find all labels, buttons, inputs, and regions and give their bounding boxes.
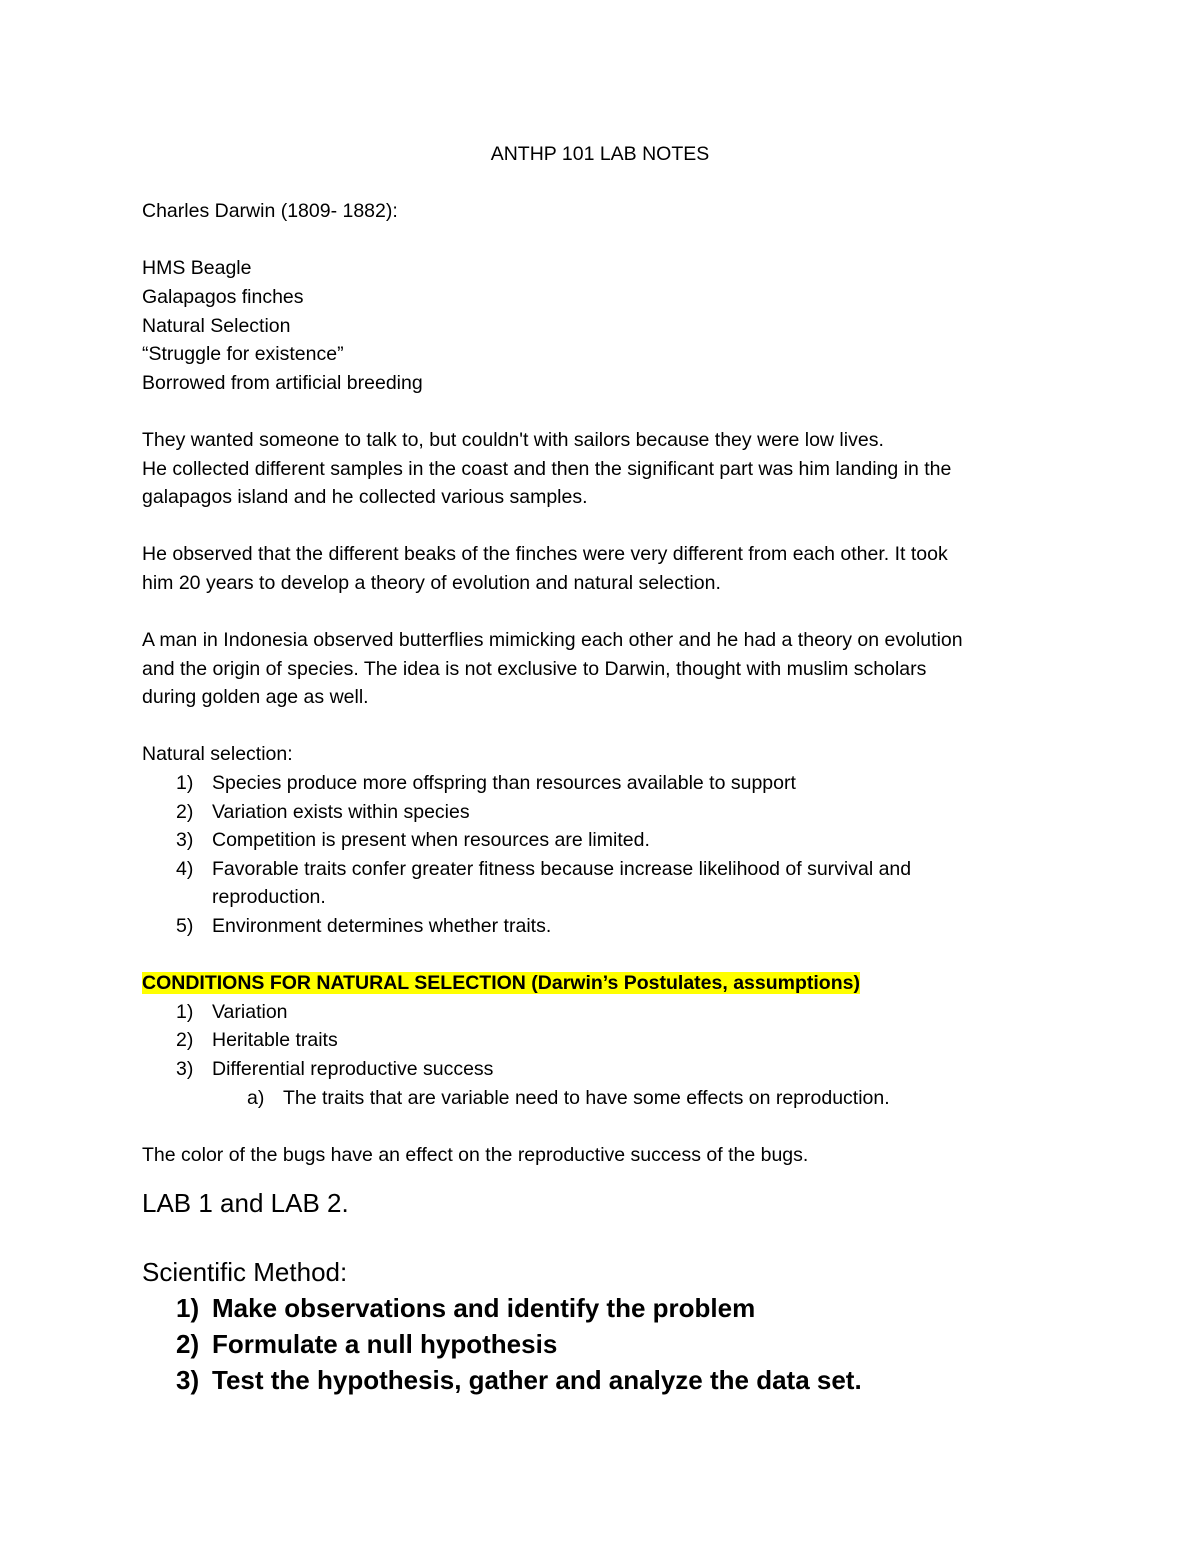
list-number: 2) bbox=[176, 1029, 194, 1052]
list-number: 3) bbox=[176, 829, 194, 852]
lab-heading: LAB 1 and LAB 2. bbox=[142, 1188, 349, 1219]
list-item bbox=[142, 826, 1062, 855]
document-body bbox=[142, 140, 1062, 1398]
list-item bbox=[142, 855, 1062, 912]
conditions-heading bbox=[142, 969, 1062, 998]
list-item bbox=[142, 1290, 1062, 1326]
paragraph-line: galapagos island and he collected various samples. bbox=[142, 486, 588, 509]
paragraph-line: They wanted someone to talk to, but couldn't with sailors because they were low lives. bbox=[142, 428, 884, 451]
darwin-item: Natural Selection bbox=[142, 314, 291, 337]
sub-list-item bbox=[142, 1084, 1062, 1113]
list-text: Differential reproductive success bbox=[212, 1058, 494, 1080]
conditions-sublist bbox=[142, 1084, 1062, 1113]
paragraph-line: A man in Indonesia observed butterflies mimicking each other and he had a theory on evolution bbox=[142, 629, 963, 652]
list-item bbox=[142, 1326, 1062, 1362]
list-text: Species produce more offspring than resources available to support bbox=[212, 772, 796, 795]
highlighted-heading: CONDITIONS FOR NATURAL SELECTION (Darwin’s Postulates, assumptions) bbox=[142, 972, 860, 995]
list-item bbox=[142, 998, 1062, 1027]
list-text: Variation bbox=[212, 1000, 288, 1023]
list-text: The traits that are variable need to have some effects on reproduction. bbox=[283, 1086, 890, 1109]
paragraph-line: him 20 years to develop a theory of evolution and natural selection. bbox=[142, 571, 721, 594]
list-item bbox=[142, 1055, 1062, 1084]
list-item bbox=[142, 769, 1062, 798]
conditions-list bbox=[142, 998, 1062, 1084]
list-text: Variation exists within species bbox=[212, 800, 470, 823]
paragraph-line: He observed that the different beaks of the finches were very different from each other. It took bbox=[142, 543, 948, 566]
darwin-item: HMS Beagle bbox=[142, 257, 252, 280]
paragraph-line: He collected different samples in the coast and then the significant part was him landing in the bbox=[142, 457, 952, 480]
list-item bbox=[142, 912, 1062, 941]
list-text: Environment determines whether traits. bbox=[212, 915, 552, 938]
list-item bbox=[142, 1362, 1062, 1398]
list-number: 4) bbox=[176, 857, 194, 880]
list-number: 1) bbox=[176, 1000, 194, 1023]
darwin-item: Galapagos finches bbox=[142, 285, 304, 308]
darwin-item: “Struggle for existence” bbox=[142, 343, 344, 366]
paragraph-line: and the origin of species. The idea is not exclusive to Darwin, thought with muslim scholars bbox=[142, 657, 927, 680]
list-number: 1) bbox=[176, 772, 194, 795]
natural-selection-list bbox=[142, 769, 1062, 941]
list-text: Formulate a null hypothesis bbox=[212, 1329, 558, 1360]
list-text: Test the hypothesis, gather and analyze the data set. bbox=[212, 1365, 862, 1396]
darwin-heading: Charles Darwin (1809- 1882): bbox=[142, 200, 398, 223]
list-item bbox=[142, 798, 1062, 827]
scientific-method-heading: Scientific Method: bbox=[142, 1257, 348, 1288]
list-number: 3) bbox=[176, 1365, 200, 1396]
list-number: 2) bbox=[176, 800, 194, 823]
list-number: 3) bbox=[176, 1058, 194, 1080]
bugs-sentence: The color of the bugs have an effect on the reproductive success of the bugs. bbox=[142, 1143, 809, 1166]
page-title: ANTHP 101 LAB NOTES bbox=[490, 143, 710, 165]
list-text-continued: reproduction. bbox=[212, 886, 326, 909]
paragraph-line: during golden age as well. bbox=[142, 686, 369, 709]
list-text: Favorable traits confer greater fitness because increase likelihood of survival and bbox=[212, 857, 912, 880]
list-text: Heritable traits bbox=[212, 1029, 338, 1052]
scientific-method-list bbox=[142, 1290, 1062, 1398]
list-text: Competition is present when resources are limited. bbox=[212, 829, 650, 852]
list-letter: a) bbox=[247, 1086, 265, 1109]
list-number: 1) bbox=[176, 1293, 200, 1324]
list-text: Make observations and identify the problem bbox=[212, 1293, 756, 1324]
darwin-item: Borrowed from artificial breeding bbox=[142, 371, 423, 394]
list-number: 2) bbox=[176, 1329, 200, 1360]
list-item bbox=[142, 1026, 1062, 1055]
natural-selection-heading: Natural selection: bbox=[142, 743, 293, 766]
list-number: 5) bbox=[176, 915, 194, 938]
